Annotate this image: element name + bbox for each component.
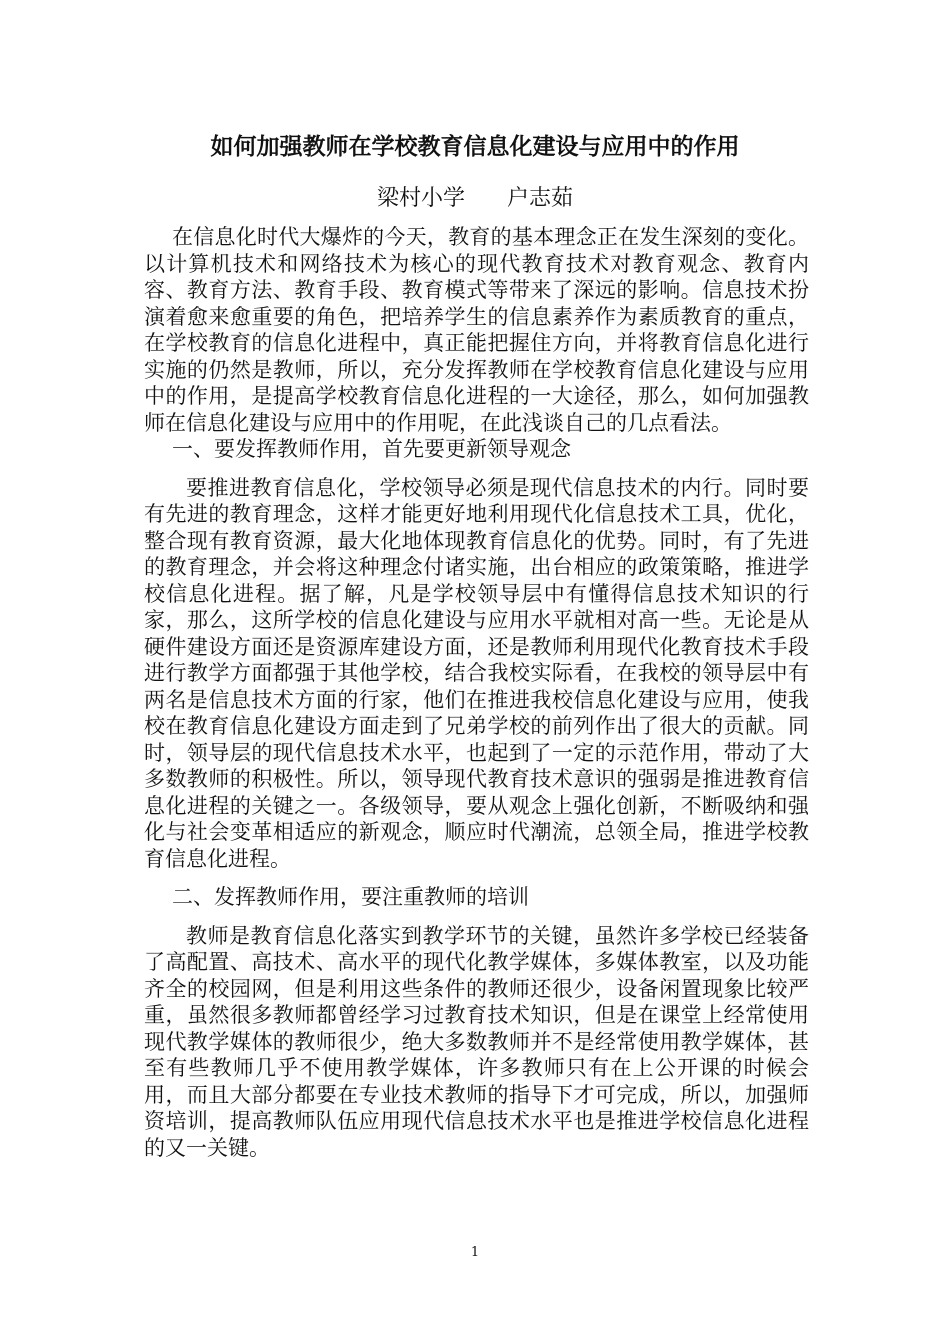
document-body (144, 224, 809, 1173)
author-byline: 梁村小学 户志茹 (377, 186, 573, 211)
section-heading-1: 一、要发挥教师作用，首先要更新领导观念 (172, 437, 571, 461)
section-1-paragraph: 要推进教育信息化，学校领导必须是现代信息技术的内行。同时要有先进的教育理念，这样才能更好地利用现代化信息技术工具，优化，整合现有教育资源，最大化地体现教育信息化的优势。同时，有了先进的教育理念，并会将这种理念付诸实施，出台相应的政策策略，推进学校信息化进程。据了解，凡是学校领导层中有懂得信息技术知识的行家，那么，这所学校的信息化建设与应用水平就相对高一些。无论是从硬件建设方面还是资源库建设方面，还是教师利用现代化教育技术手段进行教学方面都强于其他学校，结合我校实际看，在我校的领导层中有两名是信息技术方面的行家，他们在推进我校信息化建设与应用，使我校在教育信息化建设方面走到了兄弟学校的前列作出了很大的贡献。同时，领导层的现代信息技术水平，也起到了一定的示范作用，带动了大多数教师的积极性。所以，领导现代教育技术意识的强弱是推进教育信息化进程的关键之一。各级领导，要从观念上强化创新，不断吸纳和强化与社会变革相适应的新观念，顺应时代潮流，总领全局，推进学校教育信息化进程。 (144, 475, 809, 871)
document-title: 如何加强教师在学校教育信息化建设与应用中的作用 (210, 133, 740, 160)
page-number: 1 (470, 1245, 480, 1260)
section-2-paragraph: 教师是教育信息化落实到教学环节的关键，虽然许多学校已经装备了高配置、高技术、高水平的现代化教学媒体，多媒体教室，以及功能齐全的校园网，但是利用这些条件的教师还很少，设备闲置现象比较严重，虽然很多教师都曾经学习过教育技术知识，但是在课堂上经常使用现代教学媒体的教师很少，绝大多数教师并不是经常使用教学媒体，甚至有些教师几乎不使用教学媒体，许多教师只有在上公开课的时候会用，而且大部分都要在专业技术教师的指导下才可完成，所以，加强师资培训，提高教师队伍应用现代信息技术水平也是推进学校信息化进程的又一关键。 (144, 923, 809, 1160)
intro-paragraph: 在信息化时代大爆炸的今天，教育的基本理念正在发生深刻的变化。以计算机技术和网络技术为核心的现代教育技术对教育观念、教育内容、教育方法、教育手段、教育模式等带来了深远的影响。信息技术扮演着愈来愈重要的角色，把培养学生的信息素养作为素质教育的重点，在学校教育的信息化进程中，真正能把握住方向，并将教育信息化进行实施的仍然是教师，所以，充分发挥教师在学校教育信息化建设与应用中的作用，是提高学校教育信息化进程的一大途径，那么，如何加强教师在信息化建设与应用中的作用呢，在此浅谈自己的几点看法。 (144, 225, 809, 435)
section-heading-2: 二、发挥教师作用，要注重教师的培训 (172, 885, 529, 909)
